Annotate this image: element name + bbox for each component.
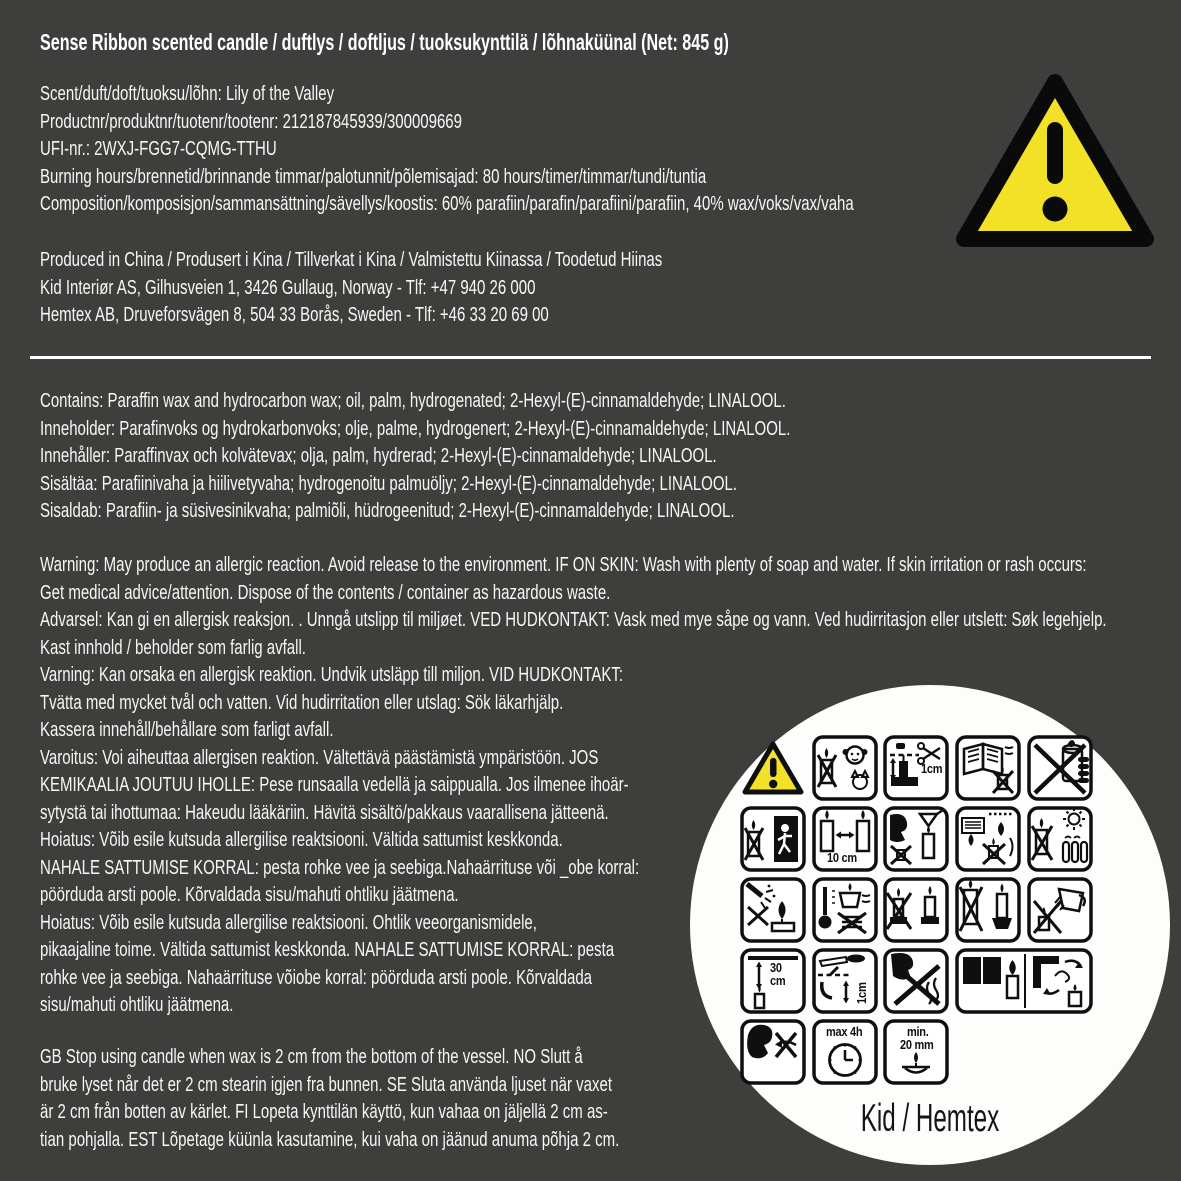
warning-line: Warning: May produce an allergic reaction. Avoid release to the environment. IF ON SKIN: Wash with plenty of soap and water. If skin irritation or rash occurs:	[40, 554, 1087, 576]
warning-line: NAHALE SATTUMISE KORRAL: pesta rohke vee ja seebiga.Nahaärrituse või _obe korral:	[40, 856, 640, 879]
warning-line: Get medical advice/attention. Dispose of the contents / container as hazardous waste.	[40, 581, 611, 604]
keep-30cm-below-ceiling-icon	[740, 948, 806, 1014]
keep-candles-apart-icon	[812, 806, 878, 872]
warning-line: Kast innhold / beholder som farlig avfall.	[40, 636, 306, 659]
use-suitable-holder-icon	[883, 877, 949, 943]
stop-using-line: tian pohjalla. EST Lõpetage küünla kasutamine, kui vaha on jäänud anuma põhja 2 cm.	[40, 1128, 620, 1151]
product-number-line: Productnr/produktnr/tuotenr/tootenr: 212187845939/300009669	[40, 110, 462, 133]
contains-no-line: Inneholder: Parafinvoks og hydrokarbonvoks; olje, palme, hydrogenert; 2-Hexyl-(E)-cinnamaldehyde; LINALOOL.	[40, 417, 791, 440]
contains-fi-line: Sisältäa: Parafiinivaha ja hiilivetyvaha; hydrogenoitu palmuöljy; 2-Hexyl-(E)-cinnamaldehyde; LINALOOL.	[40, 472, 738, 495]
use-snuffer-icon	[883, 806, 949, 872]
warning-line: Tvätta med mycket tvål och vatten. Vid hudirritation eller utslag: Sök läkarhjälp.	[40, 691, 564, 714]
warning-line: Varoitus: Voi aiheuttaa allergisen reaktion. Vältettävä päästämistä ympäristöön. JOS	[40, 746, 599, 769]
scent-line: Scent/duft/doft/tuoksu/lõhn: Lily of the Valley	[40, 83, 335, 105]
trim-wick-1cm-icon	[883, 735, 949, 801]
stop-using-block	[40, 1044, 619, 1154]
ufi-line: UFI-nr.: 2WXJ-FGG7-CQMG-TTHU	[40, 138, 277, 160]
stop-using-line: är 2 cm från botten av kärlet. FI Lopeta kynttilän käyttö, kun vahaa on jäljellä 2 cm as-	[40, 1101, 608, 1123]
warning-triangle-icon	[952, 70, 1158, 251]
candle-distance-label: 10 cm	[827, 851, 857, 865]
warning-line: Hoiatus: Võib esile kutsuda allergilise reaktsiooni. Ohtlik veeorganismidele,	[40, 911, 537, 934]
burning-hours-line: Burning hours/brennetid/brinnande timmar/palotunnit/põlemisajad: 80 hours/timer/timmar/tundi/tuntia	[40, 165, 707, 188]
no-water-extinguish-icon	[1027, 877, 1093, 943]
wick-length-label: 1cm	[921, 762, 943, 776]
keep-away-flammable-materials-icon	[955, 806, 1021, 872]
warning-triangle-small-icon	[740, 735, 806, 801]
warning-line: sytystä tai ihottumaa: Hakeudu lääkäriin. Hävitä sisältö/pakkaus vaarallisena jätteenä.	[40, 801, 609, 824]
warning-line: rohke vee ja seebiga. Nahaärrituse võiobe korral: pöörduda arsti poole. Kõrvaldada	[40, 966, 593, 989]
wax-pool-depth-label: 1cm	[855, 982, 869, 1004]
kid-address-line: Kid Interiør AS, Gilhusveien 1, 3426 Gullaug, Norway - Tlf: +47 940 26 000	[40, 276, 536, 299]
warning-line: pöörduda arsti poole. Kõrvaldada sisu/mahuti ohtliku jäätmena.	[40, 884, 459, 906]
contains-block	[40, 388, 790, 526]
warning-line: Advarsel: Kan gi en allergisk reaksjon. . Unngå utslipp til miljøet. VED HUDKONTAKT: Vask med mye såpe og vann. Ved hudirritasjon eller utslett: Søk legehjelp.	[40, 609, 1107, 631]
page-title: Sense Ribbon scented candle / duftlys / doftljus / tuoksukynttilä / lõhnaküünal (Net: 845 g)	[40, 29, 729, 55]
warning-line: sisu/mahuti ohtliku jäätmena.	[40, 994, 234, 1016]
warning-line: pikaajaline toime. Vältida sattumist keskkonda. NAHALE SATTUMISE KORRAL: pesta	[40, 939, 615, 961]
min-wax-label-line1: min.	[907, 1025, 929, 1039]
max-burn-time-label: max 4h	[826, 1025, 863, 1039]
stop-using-line: GB Stop using candle when wax is 2 cm from the bottom of the vessel. NO Slutt å	[40, 1046, 583, 1068]
avoid-drafts-icon	[955, 948, 1093, 1014]
keep-away-flammable-objects-icon	[955, 735, 1021, 801]
warning-line: Hoiatus: Võib esile kutsuda allergilise reaktsiooni. Vältida sattumist keskkonda.	[40, 829, 563, 851]
never-leave-unattended-icon	[740, 806, 806, 872]
brand-names: Kid / Hemtex	[860, 1097, 1000, 1140]
contains-en-line: Contains: Paraffin wax and hydrocarbon wax; oil, palm, hydrogenated; 2-Hexyl-(E)-cinnamaldehyde; LINALOOL.	[40, 390, 786, 412]
contains-est-line: Sisaldab: Parafiin- ja süsivesinikvaha; palmiõli, hüdrogeenitud; 2-Hexyl-(E)-cinnamaldehyde; LINALOOL.	[40, 500, 735, 522]
contains-se-line: Innehåller: Paraffinvax och kolvätevax; olja, palm, hydrerad; 2-Hexyl-(E)-cinnamaldehyde; LINALOOL.	[40, 445, 717, 467]
avoid-overheating-icon	[812, 877, 878, 943]
min-wax-label-line2: 20 mm	[900, 1038, 934, 1052]
producer-block	[40, 247, 662, 330]
do-not-move-burning-candle-icon	[1027, 735, 1093, 801]
warning-line: Varning: Kan orsaka en allergisk reaktion. Undvik utsläpp till miljon. VID HUDKONTAKT:	[40, 664, 624, 686]
do-not-ingest-icon	[740, 1019, 806, 1085]
ceiling-distance-value-label: 30	[770, 961, 782, 975]
keep-wax-pool-clear-icon	[812, 948, 878, 1014]
composition-line: Composition/komposisjon/sammansättning/sävellys/koostis: 60% parafiin/parafin/parafiini/parafiin, 40% wax/voks/vax/vaha	[40, 193, 854, 215]
keep-away-heat-sources-icon	[1027, 806, 1093, 872]
hemtex-address-line: Hemtex AB, Druveforsvägen 8, 504 33 Borås, Sweden - Tlf: +46 33 20 69 00	[40, 304, 549, 326]
warning-line: KEMIKAALIA JOUTUU IHOLLE: Pese runsaalla vedellä ja saippualla. Jos ilmenee ihoär-	[40, 774, 629, 796]
warning-line: Kassera innehåll/behållare som farligt avfall.	[40, 719, 334, 741]
produced-in-line: Produced in China / Produsert i Kina / Tillverkat i Kina / Valmistettu Kiinassa / Toodetud Hiinas	[40, 249, 663, 271]
keep-away-children-pets-icon	[812, 735, 878, 801]
do-not-inhale-smoke-icon	[883, 948, 949, 1014]
product-title-block	[40, 28, 729, 56]
no-spray-near-flame-icon	[740, 877, 806, 943]
ceiling-distance-unit-label: cm	[770, 974, 786, 988]
product-info-block	[40, 81, 854, 219]
burn-max-4h-icon	[812, 1019, 878, 1085]
stop-at-20mm-icon	[883, 1019, 949, 1085]
divider-line	[30, 356, 1151, 359]
stop-using-line: bruke lyset når det er 2 cm stearin igjen fra bunnen. SE Sluta använda ljuset när vaxet	[40, 1073, 612, 1096]
candle-upright-in-holder-icon	[955, 877, 1021, 943]
safety-pictogram-sticker	[690, 685, 1170, 1165]
